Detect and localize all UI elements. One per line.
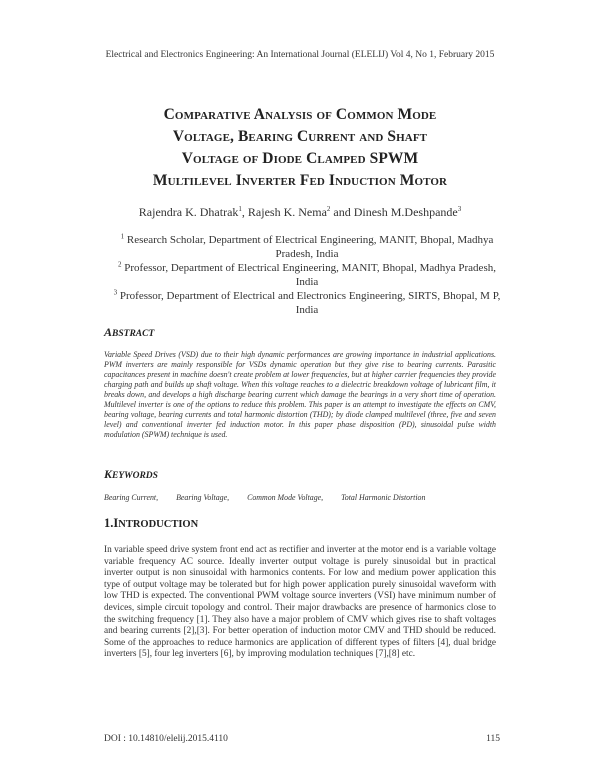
title-line: Comparative Analysis of Common Mode [163, 106, 437, 123]
introduction-heading: 1.INTRODUCTION [104, 516, 199, 530]
author-sup: 1 [238, 205, 242, 213]
author-name: Dinesh M.Deshpande [353, 205, 458, 219]
affiliation-sup: 2 [118, 260, 122, 269]
keyword: Bearing Voltage, [176, 493, 230, 502]
author-list: Rajendra K. Dhatrak$^1$, Rajesh K. Nema$^2$ and Dinesh M.Deshpande$^3$ [138, 205, 462, 219]
title-line: Multilevel Inverter Fed Induction Motor [152, 172, 448, 189]
affiliation-text: Professor, Department of Electrical Engineering, MANIT, Bhopal, Madhya Pradesh, India [124, 262, 496, 288]
author-name: Rajesh K. Nema [247, 205, 327, 219]
keyword: Total Harmonic Distortion [341, 493, 426, 502]
title-line: Voltage of Diode Clamped SPWM [181, 150, 419, 167]
keywords-list [104, 493, 504, 502]
journal-header: Electrical and Electronics Engineering: An International Journal (ELELIJ) Vol 4, No 1, February 2015 [105, 50, 495, 60]
keyword: Bearing Current, [104, 493, 159, 502]
affiliation [112, 289, 502, 317]
author-sup: 2 [326, 205, 331, 213]
affiliation-sup: 3 [113, 288, 118, 297]
affiliation-sup: 1 [120, 232, 125, 241]
keywords-heading: KEYWORDS [104, 467, 158, 481]
keyword: Common Mode Voltage, [247, 493, 324, 502]
affiliation [112, 233, 502, 261]
affiliation-text: Professor, Department of Electrical and Electronics Engineering, SIRTS, Bhopal, M P, India [119, 290, 501, 316]
abstract-text: Variable Speed Drives (VSD) due to their high dynamic performances are growing importance in industrial applications. PWM inverters are mainly responsible for VSDs dynamic operation but they give rise to bearing currents. Parasitic capacitances present in machine doesn't create problem at lower frequencies, but at higher carrier frequencies they provide charging path and builds up shaft voltage. When this voltage reaches to a dielectric breakdown voltage of lubricant film, it breaks down, and develops a high discharge bearing current which damage the bearings in a very short time of operation. Multilevel inverter is one of the options to reduce this problem. This paper is an attempt to investigate the effects on CMV, bearing voltage, bearing currents and total harmonic distortion (THD); by diode clamped multilevel (three, five and seven level) and conventional inverter fed induction motor. In this paper phase disposition (PD), sinusoidal pulse width modulation (SPWM) technique is used. [104, 350, 496, 439]
introduction-text: In variable speed drive system front end act as rectifier and inverter at the motor end is a variable voltage variable frequency AC source. Ideally inverter output voltage is purely sinusoidal but in practical inverter output is non sinusoidal with harmonics contents. For low and medium power application this type of output voltage may be tolerated but for high power application purely sinusoidal waveform with low THD is expected. The conventional PWM voltage source inverters (VSI) have minimum number of devices, simple circuit topology and control. Their major drawbacks are presence of harmonics close to the switching frequency [1]. They also have a major problem of CMV which gives rise to shaft voltages and bearing currents [2],[3]. For better operation of induction motor CMV and THD should be reduced. Some of the approaches to reduce harmonics are application of different types of filters [4], dual bridge inverters [5], four leg inverters [6], by improving modulation techniques [7],[8] etc. [104, 545, 496, 660]
title-line: Voltage, Bearing Current and Shaft [172, 128, 428, 145]
page-number: 115 [486, 734, 500, 744]
doi-footer: DOI : 10.14810/elelij.2015.4110 [104, 734, 228, 744]
author-name: Rajendra K. Dhatrak [138, 205, 239, 219]
affiliation-text: Research Scholar, Department of Electrical Engineering, MANIT, Bhopal, Madhya Pradesh, India [126, 234, 494, 260]
author-sup: 3 [457, 205, 462, 213]
affiliation [112, 261, 502, 289]
abstract-heading: ABSTRACT [104, 325, 155, 339]
paper-title [70, 104, 530, 192]
